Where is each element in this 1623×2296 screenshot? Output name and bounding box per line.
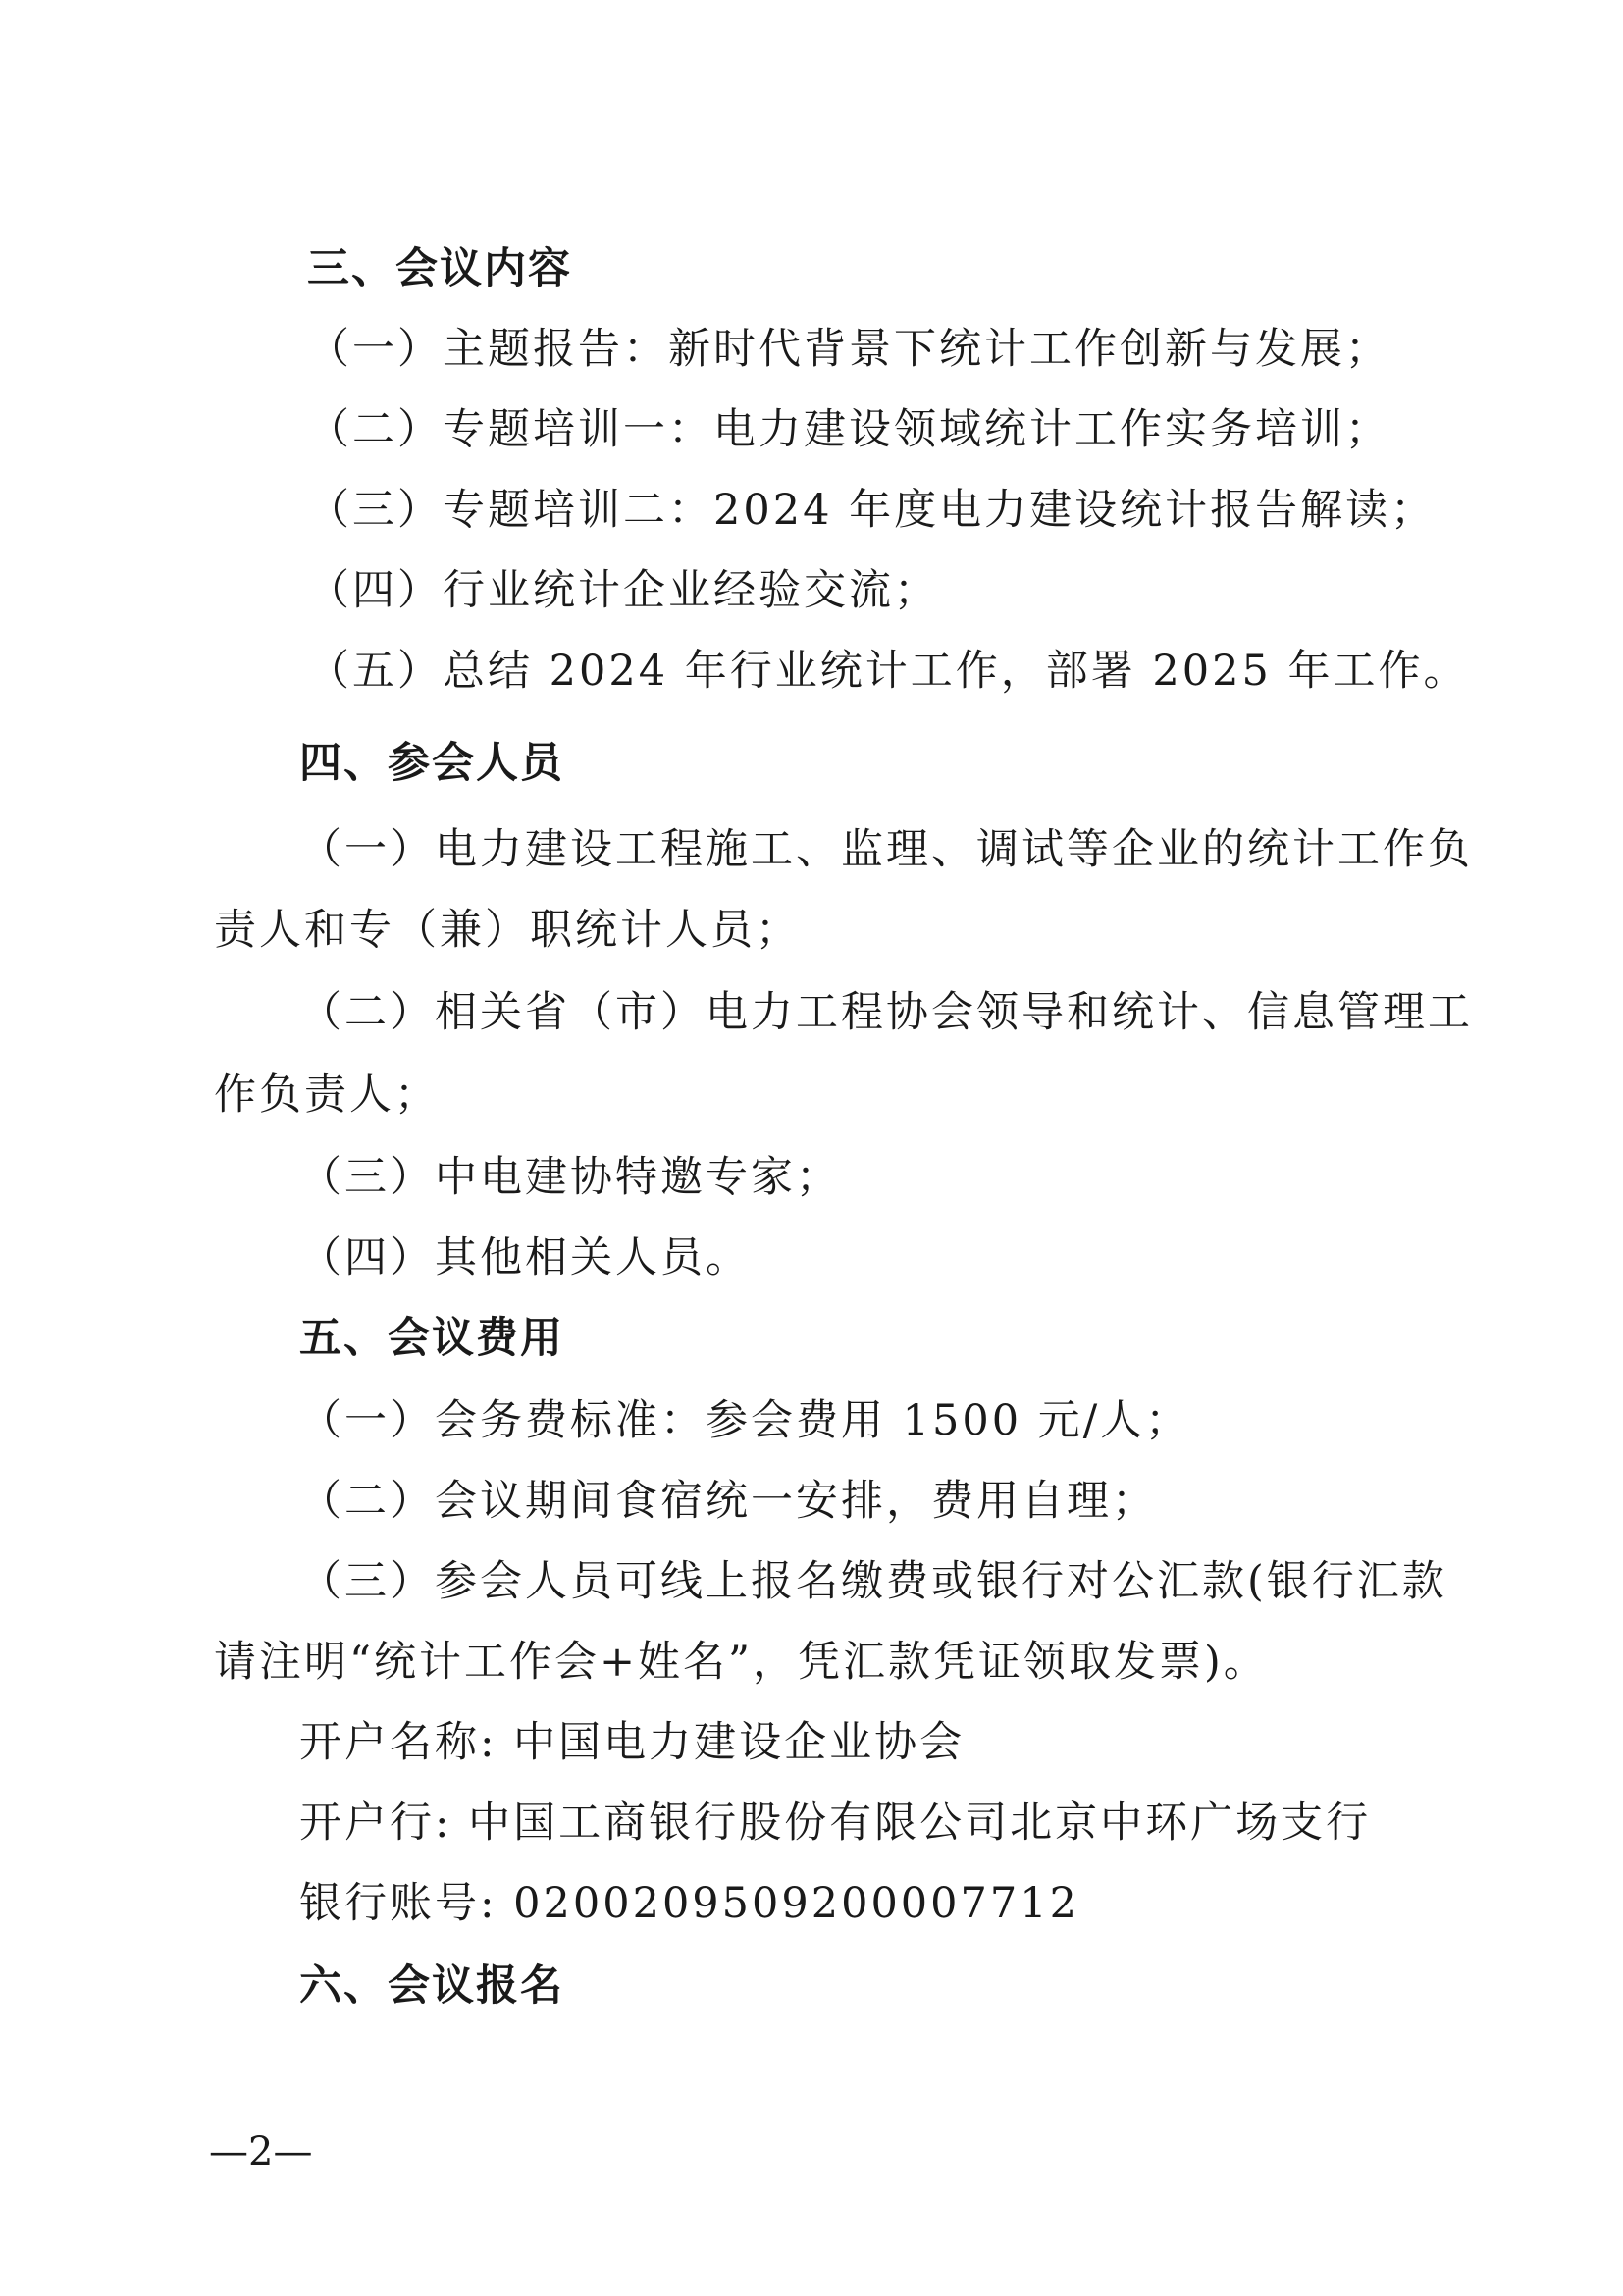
account-number: 银行账号: 0200209509200007712 (299, 1879, 1079, 1928)
section-5-item-3-line-2: 请注明“统计工作会+姓名”，凭汇款凭证领取发票)。 (214, 1638, 1269, 1687)
section-3-item-3: （三）专题培训二：2024 年度电力建设统计报告解读； (307, 486, 1437, 535)
section-4-item-2-line-2: 作负责人； (214, 1070, 440, 1120)
section-4-item-4: （四）其他相关人员。 (299, 1233, 751, 1282)
section-4-item-2-line-1: （二）相关省（市）电力工程协会领导和统计、信息管理工 (299, 988, 1473, 1037)
section-4-item-1-line-2: 责人和专（兼）职统计人员； (214, 906, 801, 955)
section-4-item-1-line-1: （一）电力建设工程施工、监理、调试等企业的统计工作负 (299, 825, 1473, 874)
section-3-item-4: （四）行业统计企业经验交流； (307, 566, 939, 615)
section-5-heading: 五、会议费用 (299, 1314, 564, 1363)
account-name: 开户名称: 中国电力建设企业协会 (299, 1718, 966, 1767)
page-number: —2— (209, 2129, 313, 2174)
section-4-item-3: （三）中电建协特邀专家； (299, 1153, 841, 1202)
section-4-heading: 四、参会人员 (299, 739, 564, 788)
section-6-heading: 六、会议报名 (299, 1961, 564, 2010)
section-3-item-2: （二）专题培训一：电力建设领域统计工作实务培训； (307, 405, 1390, 454)
section-5-item-2: （二）会议期间食宿统一安排，费用自理； (299, 1477, 1157, 1526)
section-5-item-1: （一）会务费标准：参会费用 1500 元/人； (299, 1396, 1191, 1445)
section-3-item-1: （一）主题报告：新时代背景下统计工作创新与发展； (307, 325, 1390, 374)
section-3-heading: 三、会议内容 (307, 244, 572, 293)
section-3-item-5: （五）总结 2024 年行业统计工作，部署 2025 年工作。 (307, 647, 1469, 696)
section-5-item-3-line-1: （三）参会人员可线上报名缴费或银行对公汇款(银行汇款 (299, 1557, 1447, 1606)
bank-name: 开户行: 中国工商银行股份有限公司北京中环广场支行 (299, 1799, 1372, 1848)
